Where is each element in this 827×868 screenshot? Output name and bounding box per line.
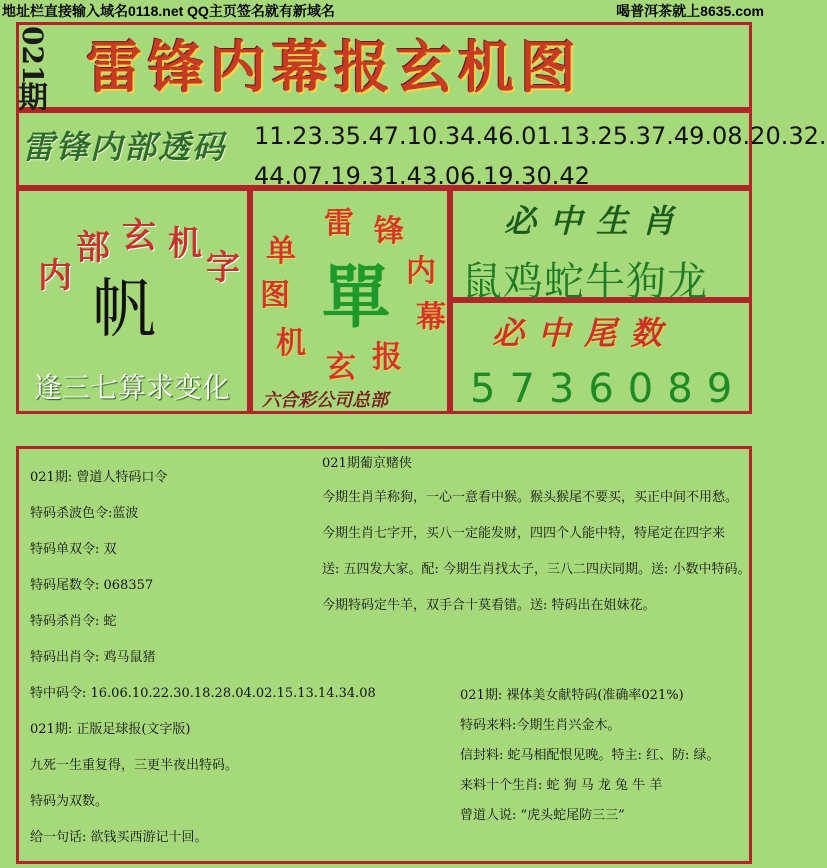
xuanji-char: 帆 — [92, 273, 156, 347]
shengxiao-animals: 鼠鸡蛇牛狗龙 — [462, 259, 708, 305]
ring-char: 玄 — [326, 350, 356, 385]
xuanji-heading-char: 玄 — [122, 216, 156, 256]
list-item: 今期生肖七字开，买八一定能发财，四四个人能中特，特尾定在四字来 — [322, 526, 726, 541]
issue-suffix: 期 — [18, 81, 48, 117]
sponsor-link[interactable]: 喝普洱茶就上8635.com — [616, 3, 764, 19]
list-item: 曾道人说: “虎头蛇尾防三三” — [460, 808, 625, 823]
ring-char: 内 — [406, 254, 436, 289]
weishu-label: 必中尾数 — [492, 314, 677, 352]
xuanji-heading-char: 部 — [76, 228, 110, 268]
list-item: 021期葡京赌侠 — [322, 456, 412, 471]
list-item: 021期: 正版足球报(文字版) — [30, 722, 191, 737]
weishu-digits: 5736089 — [470, 366, 747, 412]
xuanji-heading-char: 字 — [206, 248, 240, 288]
list-item: 021期: 裸体美女献特码(准确率021%) — [460, 688, 684, 703]
list-item: 今期生肖羊称狗，一心一意看中猴。猴头猴尾不要买，买正中间不用愁。 — [322, 490, 739, 505]
list-item: 信封料: 蛇马相配恨见晚。特主: 红、防: 绿。 — [460, 748, 720, 763]
ring-char: 幕 — [416, 300, 446, 335]
center-footer: 六合彩公司总部 — [262, 390, 388, 411]
numbers-line-2: 44.07.19.31.43.06.19.30.42 — [254, 162, 590, 190]
list-item: 特码出肖令: 鸡马鼠猪 — [30, 650, 156, 665]
numbers-list — [254, 116, 827, 196]
ring-char: 锋 — [374, 214, 404, 249]
ring-char: 单 — [266, 234, 296, 269]
list-item: 特码单双令: 双 — [30, 542, 117, 557]
issue-number: 021 — [16, 26, 49, 85]
numbers-line-1: 11.23.35.47.10.34.46.01.13.25.37.49.08.20.32. — [254, 122, 827, 150]
xuanji-heading-char: 内 — [38, 256, 72, 296]
center-big-char: 單 — [322, 258, 391, 338]
list-item: 特码杀肖令: 蛇 — [30, 614, 117, 629]
xuanji-heading-char: 机 — [168, 224, 202, 264]
domain-notice: 地址栏直接输入域名0118.net QQ主页签名就有新域名 — [2, 3, 335, 19]
shengxiao-label: 必中生肖 — [504, 202, 689, 240]
page-title: 雷锋内幕报玄机图 — [86, 35, 582, 101]
top-bar — [0, 0, 768, 20]
ring-char: 报 — [372, 340, 402, 375]
ring-char: 机 — [276, 326, 306, 361]
list-item: 特中码令: 16.06.10.22.30.18.28.04.02.15.13.14.34.08 — [30, 686, 376, 701]
ring-char: 图 — [260, 278, 290, 313]
list-item: 特码尾数令: 068357 — [30, 578, 154, 593]
list-item: 特码杀波色令:蓝波 — [30, 506, 139, 521]
ring-char: 雷 — [324, 206, 354, 241]
list-item: 特码来料:今期生肖兴金木。 — [460, 718, 621, 733]
xuanji-hint: 逢三七算求变化 — [34, 371, 231, 404]
numbers-label: 雷锋内部透码 — [22, 128, 227, 166]
list-item: 特码为双数。 — [30, 794, 109, 809]
list-item: 来料十个生肖: 蛇 狗 马 龙 兔 牛 羊 — [460, 778, 663, 793]
list-item: 今期特码定牛羊，双手合十莫看错。送: 特码出在姐妹花。 — [322, 598, 656, 613]
list-item: 021期: 曾道人特码口令 — [30, 470, 168, 485]
list-item: 送: 五四发大家。配: 今期生肖找太子，三八二四庆同期。送: 小数中特码。 — [322, 562, 751, 577]
issue-label — [16, 26, 52, 117]
list-item: 给一句话: 欲钱买西游记十回。 — [30, 830, 208, 845]
list-item: 九死一生重复得，三更半夜出特码。 — [30, 758, 239, 773]
